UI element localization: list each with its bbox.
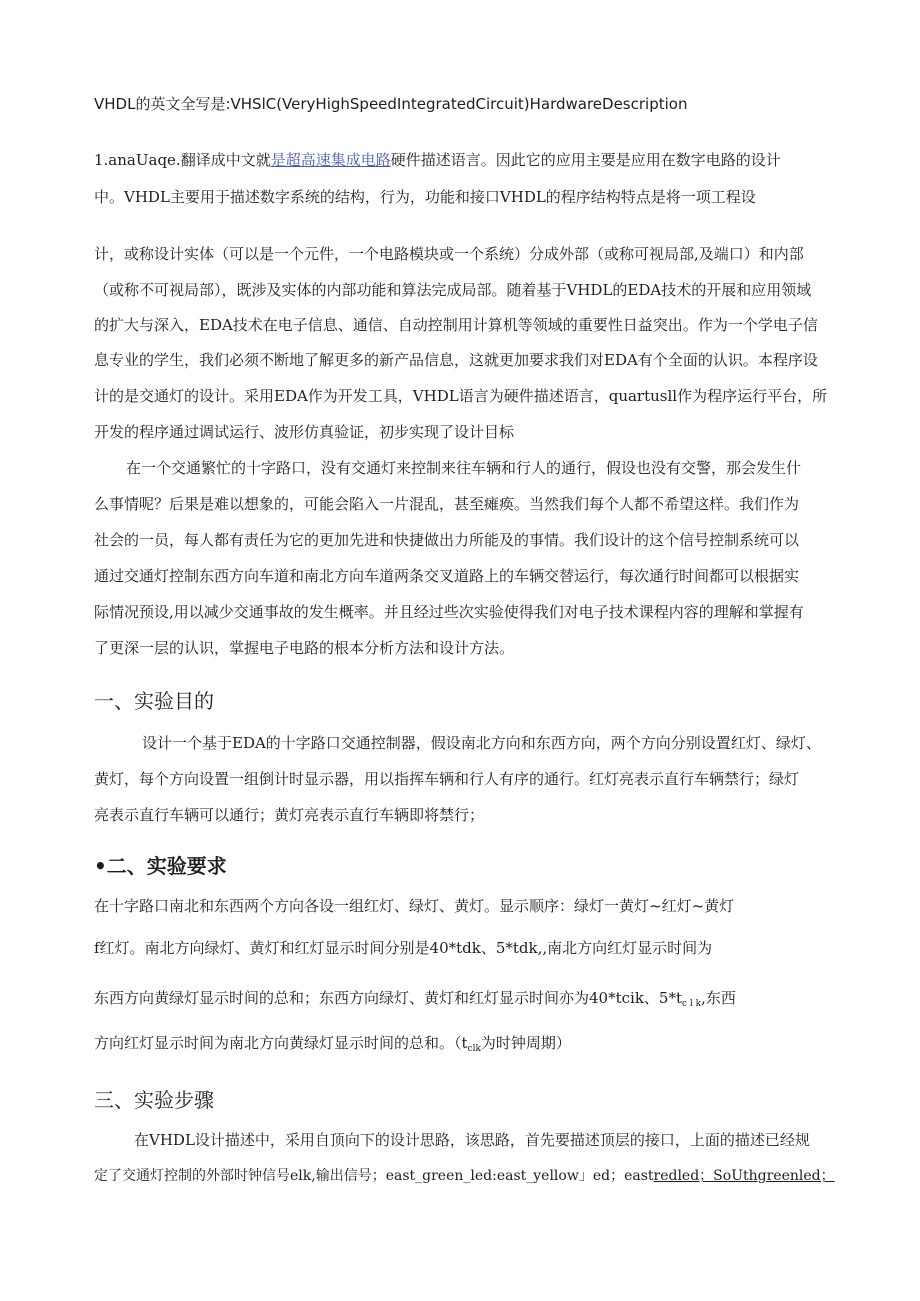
section-2-line-1: 在十字路口南北和东西两个方向各设一组红灯、绿灯、黄灯。显示顺序：绿灯一黄灯~红灯~黄灯 bbox=[94, 897, 735, 915]
ic-link[interactable]: 是超高速集成电路 bbox=[270, 151, 391, 169]
para1-line-3: 的扩大与深入，EDA技术在电子信息、通信、自动控制用计算机等领域的重要性日益突出。作为一个学电子信 bbox=[94, 316, 818, 334]
para2-line-1: 在一个交通繁忙的十字路口，没有交通灯来控制来往车辆和行人的通行，假设也没有交警，那会发生什 bbox=[126, 459, 802, 477]
para2-line-4: 通过交通灯控制东西方向车道和南北方向车道两条交叉道路上的车辆交替运行，每次通行时间都可以根据实 bbox=[94, 567, 800, 585]
section-2-line-3 bbox=[94, 988, 736, 1014]
section-2-heading: •二、实验要求 bbox=[94, 854, 227, 878]
intro-line-1: VHDL的英文全写是:VHSlC(VeryHighSpeedIntegratedCircuit)HardwareDescription bbox=[94, 95, 688, 113]
intro-line-2-end: 硬件描述语言。因此它的应用主要是应用在数字电路的设计 bbox=[390, 151, 781, 169]
section-1-line-2: 黄灯，每个方向设置一组倒计时显示器，用以指挥车辆和行人有序的通行。红灯亮表示直行车辆禁行；绿灯 bbox=[94, 770, 800, 788]
para1-line-2: （或称不可视局部），既涉及实体的内部功能和算法完成局部。随着基于VHDL的EDA技术的开展和应用领域 bbox=[94, 281, 812, 299]
section-2-line-2: f红灯。南北方向绿灯、黄灯和红灯显示时间分别是40*tdk、5*tdk,,南北方向红灯显示时间为 bbox=[94, 939, 713, 957]
para1-line-1: 计，或称设计实体（可以是一个元件，一个电路模块或一个系统）分成外部（或称可视局部,及端口）和内部 bbox=[94, 245, 804, 263]
intro-line-2 bbox=[94, 150, 781, 170]
section-1-line-1: 设计一个基于EDA的十字路口交通控制器，假设南北方向和东西方向，两个方向分别设置红灯、绿灯、 bbox=[142, 734, 821, 752]
section-2-line-4-start: 方向红灯显示时间为南北方向黄绿灯显示时间的总和。（t bbox=[94, 1034, 468, 1052]
para2-line-5: 际情况预设,用以减少交通事故的发生概率。并且经过些次实验使得我们对电子技术课程内容的理解和掌握有 bbox=[94, 603, 804, 621]
section-1-heading: 一、实验目的 bbox=[94, 689, 214, 713]
section-3-heading: 三、实验步骤 bbox=[94, 1088, 214, 1112]
section-3-line-1: 在VHDL设计描述中，采用自顶向下的设计思路，该思路，首先要描述顶层的接口，上面的描述已经规 bbox=[134, 1131, 810, 1149]
para1-line-4: 息专业的学生，我们必须不断地了解更多的新产品信息，这就更加要求我们对EDA有个全面的认识。本程序设 bbox=[94, 351, 818, 369]
intro-line-2-start: 1.anaUaqe.翻译成中文就 bbox=[94, 151, 271, 169]
clk-subscript: c l k bbox=[681, 999, 702, 1009]
section-2-line-4 bbox=[94, 1033, 571, 1059]
section-2-line-4-end: 为时钟周期） bbox=[480, 1034, 571, 1052]
section-3-line-2-underlined: redled；SoUthgreenled； bbox=[653, 1168, 835, 1184]
section-2-line-3-end: ,东西 bbox=[701, 989, 736, 1007]
para1-line-6: 开发的程序通过调试运行、波形仿真验证，初步实现了设计目标 bbox=[94, 423, 515, 441]
para2-line-2: 么事情呢？后果是难以想象的，可能会陷入一片混乱，甚至瘫痪。当然我们每个人都不希望这样。我们作为 bbox=[94, 495, 800, 513]
para2-line-3: 社会的一员，每人都有责任为它的更加先进和快捷做出力所能及的事情。我们设计的这个信号控制系统可以 bbox=[94, 531, 800, 549]
para2-line-6: 了更深一层的认识，掌握电子电路的根本分析方法和设计方法。 bbox=[94, 639, 515, 657]
section-3-line-2-start: 定了交通灯控制的外部时钟信号elk,输出信号；east_green_led:east_yellow」ed；east bbox=[94, 1168, 654, 1184]
section-2-line-3-start: 东西方向黄绿灯显示时间的总和；东西方向绿灯、黄灯和红灯显示时间亦为40*tcik、5*t bbox=[94, 989, 682, 1007]
section-3-line-2 bbox=[94, 1166, 835, 1186]
clk-subscript-2: clk bbox=[467, 1044, 481, 1054]
intro-line-3: 中。VHDL主要用于描述数字系统的结构，行为，功能和接口VHDL的程序结构特点是将一项工程设 bbox=[94, 188, 756, 206]
section-1-line-3: 亮表示直行车辆可以通行；黄灯亮表示直行车辆即将禁行； bbox=[94, 806, 485, 824]
para1-line-5: 计的是交通灯的设计。采用EDA作为开发工具，VHDL语言为硬件描述语言，quartusll作为程序运行平台，所 bbox=[94, 387, 828, 405]
